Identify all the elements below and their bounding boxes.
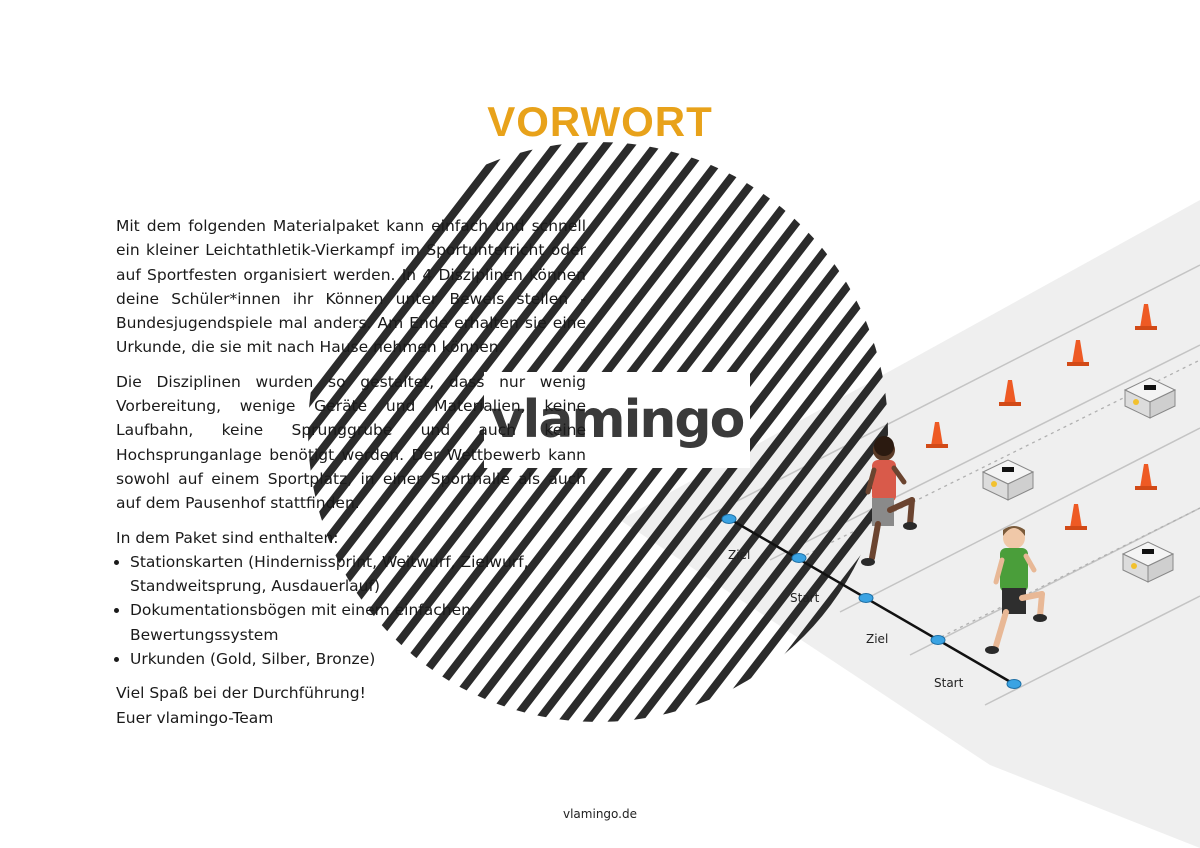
foreword-text [116,214,586,730]
logo-text: vlamingo [490,390,744,450]
signature-line: Euer vlamingo-Team [116,708,274,727]
list-item: • Stationskarten (Hindernissprint, Weitwurf, Zielwurf, Standweitsprung, Ausdauerlauf) [130,550,586,599]
page-title: VORWORT [487,98,713,145]
label-start: Start [790,591,820,605]
list-item: • Urkunden (Gold, Silber, Bronze) [130,647,586,671]
label-ziel: Ziel [728,548,751,562]
footer-url[interactable]: vlamingo.de [563,807,637,821]
label-start: Start [934,676,964,690]
package-list-intro: In dem Paket sind enthalten: [116,528,339,547]
label-ziel: Ziel [866,632,889,646]
paragraph-disciplines: Die Disziplinen wurden so gestaltet, dass nur wenig Vorbereitung, wenige Geräte und Materialien, keine Laufbahn, keine Sprunggrube und auch keine Hochsprunganlage benötigt werden. Der Wettbewerb kann sowohl auf einem Sportplatz, in einer Sporthalle als auch auf dem Pausenhof stattfinden. [116,372,586,513]
closing-line: Viel Spaß bei der Durchführung! [116,684,366,703]
package-list [116,550,586,671]
paragraph-intro: Mit dem folgenden Materialpaket kann einfach und schnell ein kleiner Leichtathletik-Vierkampf im Sportunterricht oder auf Sportfesten organisiert werden. In 4 Disziplinen können deine Schüler*innen ihr Können unter Beweis stellen - Bundesjugendspiele mal anders. Am Ende erhalten sie eine Urkunde, die sie mit nach Hause nehmen können. [116,217,586,357]
list-item: • Dokumentationsbögen mit einem einfachen Bewertungssystem [130,598,586,647]
